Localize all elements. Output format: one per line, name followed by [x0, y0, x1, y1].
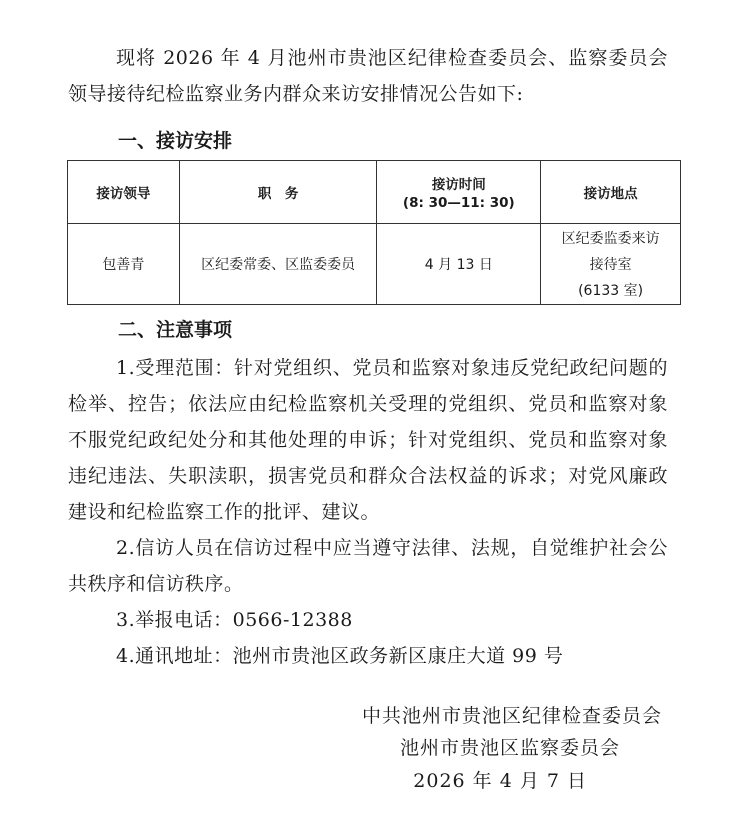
note-hotline: 3.举报电话：0566-12388 — [116, 609, 353, 631]
location-line-2: 接待室 — [589, 257, 632, 273]
signature-org-discipline: 中共池州市贵池区纪律检查委员会 — [361, 705, 662, 727]
note-address: 4.通讯地址：池州市贵池区政务新区康庄大道 99 号 — [116, 645, 564, 667]
intro-paragraph: 现将 2026 年 4 月池州市贵池区纪律检查委员会、监察委员会领导接待纪检监察业务内群众来访安排情况公告如下: — [68, 47, 668, 105]
header-time-range: (8: 30—11: 30) — [402, 195, 515, 211]
cell-time: 4 月 13 日 — [377, 224, 541, 305]
header-location: 接访地点 — [541, 161, 681, 224]
cell-leader: 包善青 — [68, 224, 180, 305]
header-time-label: 接访时间 — [431, 177, 486, 193]
table-row — [68, 224, 681, 305]
section-title-arrangement: 一、接访安排 — [118, 130, 233, 152]
location-line-1: 区纪委监委来访 — [561, 231, 660, 247]
header-leader: 接访领导 — [68, 161, 180, 224]
visit-schedule-table — [67, 160, 681, 305]
signature-date: 2026 年 4 月 7 日 — [413, 770, 587, 792]
location-line-3: (6133 室) — [578, 283, 644, 299]
note-scope: 1.受理范围：针对党组织、党员和监察对象违反党纪政纪问题的检举、控告；依法应由纪检监察机关受理的党组织、党员和监察对象不服党纪政纪处分和其他处理的申诉；针对党组织、党员和监察对象违纪违法、失职渎职，损害党员和群众合法权益的诉求；对党风廉政建设和纪检监察工作的批评、建议。 — [68, 357, 668, 523]
cell-position: 区纪委常委、区监委委员 — [179, 224, 377, 305]
header-time — [377, 161, 541, 224]
signature-org-supervision: 池州市贵池区监察委员会 — [399, 737, 620, 759]
table-header-row — [68, 161, 681, 224]
notes-list — [68, 350, 668, 674]
header-position: 职 务 — [179, 161, 377, 224]
note-conduct: 2.信访人员在信访过程中应当遵守法律、法规，自觉维护社会公共秩序和信访秩序。 — [68, 537, 668, 595]
cell-location — [541, 224, 681, 305]
section-title-notes: 二、注意事项 — [118, 319, 233, 341]
